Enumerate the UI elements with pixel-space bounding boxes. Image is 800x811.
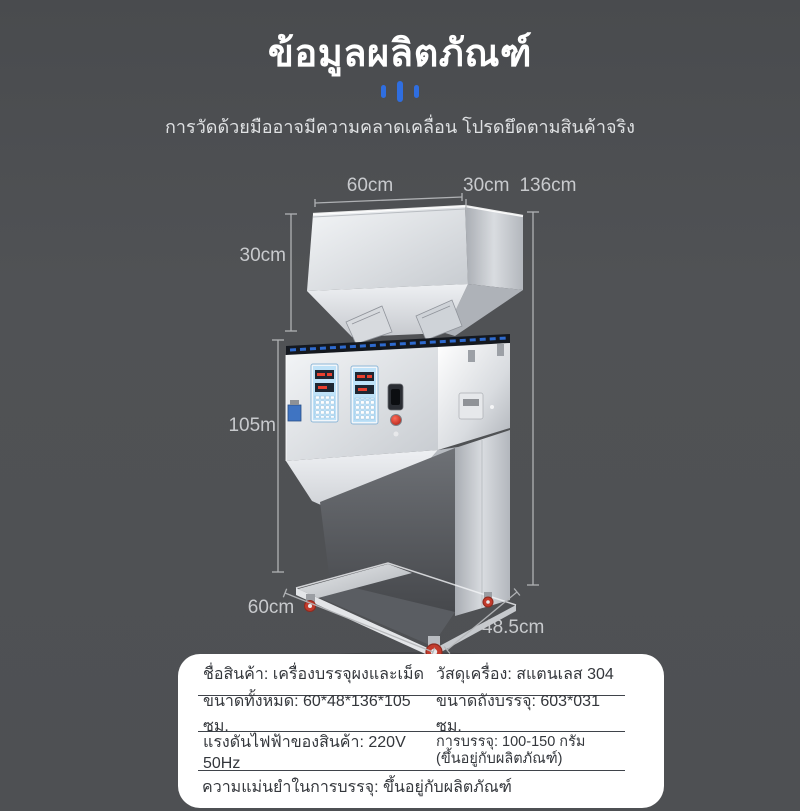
dim-label-top-right (463, 176, 577, 197)
start-button (391, 415, 402, 426)
power-switch (388, 384, 403, 410)
spec-voltage: แรงดันไฟฟ้าของสินค้า: 220V 50Hz (203, 733, 406, 772)
page-title: ข้อมูลผลิตภัณฑ์ (267, 33, 533, 75)
dim-label-hopper-height: 30cm (239, 245, 286, 266)
spec-material: วัสดุเครื่อง: สแตนเลส 304 (436, 666, 614, 683)
dim-label-base-width: 60cm (247, 597, 295, 618)
control-panel-left (311, 364, 338, 422)
spec-product-name: ชื่อสินค้า: เครื่องบรรจุผงและเม็ด (203, 666, 424, 683)
spec-row-accuracy (198, 771, 625, 804)
dim-label-machine-height: 105m (228, 415, 276, 436)
indicator-dot (394, 432, 399, 437)
measurement-disclaimer: การวัดด้วยมืออาจมีความคลาดเคลื่อน โปรดยึดตามสินค้าจริง (165, 117, 635, 137)
dim-label-hopper-depth: 30cm (463, 175, 510, 196)
hopper (307, 206, 523, 337)
spec-accuracy: ความแม่นยำในการบรรจุ: ขึ้นอยู่กับผลิตภัณฑ์ (202, 779, 512, 796)
spec-table (178, 654, 664, 808)
spec-row-size (198, 692, 625, 735)
dim-label-total-height: 136cm (519, 175, 577, 196)
spec-hopper-size: ขนาดถังบรรจุ: 603*031 ซม. (436, 692, 600, 735)
spec-filling-range: การบรรจุ: 100-150 กรัม (ขึ้นอยู่กับผลิตภัณฑ์) (436, 733, 586, 767)
spec-rows (198, 654, 625, 804)
dim-label-hopper-width: 60cm (346, 175, 394, 196)
spec-total-size: ขนาดทั้งหมด: 60*48*136*105 ซม. (203, 692, 411, 735)
spec-row-power (198, 732, 625, 771)
control-panel-right (351, 366, 378, 424)
dim-label-base-depth: 48.5cm (482, 617, 545, 638)
